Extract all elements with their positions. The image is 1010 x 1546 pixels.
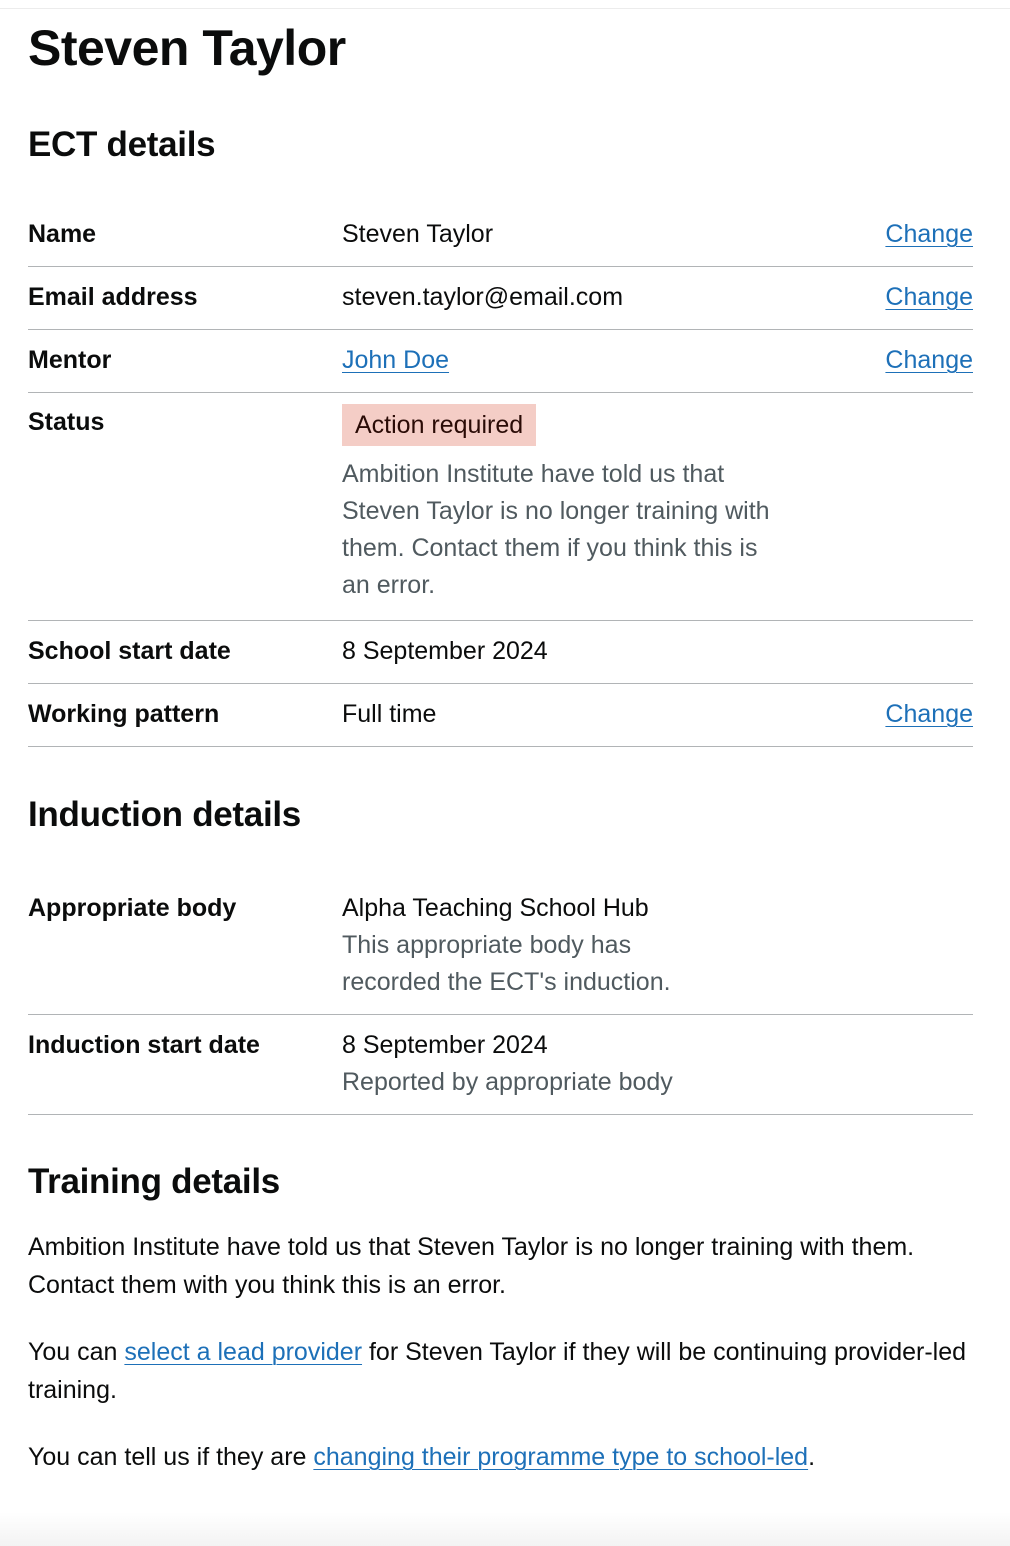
row-key: Email address xyxy=(28,283,198,311)
top-border xyxy=(0,0,1010,9)
change-email-link[interactable]: Change xyxy=(885,283,973,311)
text: . xyxy=(808,1443,816,1471)
row-school-start-date xyxy=(28,621,973,684)
induction-details-heading: Induction details xyxy=(28,795,301,834)
row-key: Mentor xyxy=(28,346,112,374)
row-email xyxy=(28,267,973,330)
row-value: 8 September 2024 xyxy=(342,637,548,665)
row-working-pattern xyxy=(28,684,973,747)
status-badge: Action required xyxy=(342,404,536,446)
induction-details-list xyxy=(28,882,973,1115)
training-paragraph-2 xyxy=(28,1333,973,1409)
row-appropriate-body xyxy=(28,882,973,1015)
row-value: Steven Taylor xyxy=(342,220,494,248)
row-status xyxy=(28,393,973,621)
ect-details-list xyxy=(28,208,973,747)
row-name xyxy=(28,208,973,267)
row-hint: Reported by appropriate body xyxy=(342,1068,673,1096)
change-working-pattern-link[interactable]: Change xyxy=(885,700,973,728)
row-value: steven.taylor@email.com xyxy=(342,283,624,311)
change-name-link[interactable]: Change xyxy=(885,220,973,248)
training-paragraph-3 xyxy=(28,1438,973,1476)
page-title: Steven Taylor xyxy=(28,20,346,76)
row-key: Induction start date xyxy=(28,1031,260,1059)
text: for Steven Taylor if they will be continuing provider-led training. xyxy=(28,1338,967,1404)
row-mentor xyxy=(28,330,973,393)
row-hint: This appropriate body has recorded the ECT's induction. xyxy=(342,931,671,996)
change-mentor-link[interactable]: Change xyxy=(885,346,973,374)
row-key: Appropriate body xyxy=(28,894,237,922)
training-details-heading: Training details xyxy=(28,1162,280,1201)
ect-details-heading: ECT details xyxy=(28,125,216,164)
text: You can xyxy=(28,1338,125,1366)
mentor-link[interactable]: John Doe xyxy=(342,346,450,374)
status-hint: Ambition Institute have told us that Steven Taylor is no longer training with them. Contact them if you think this is an error. xyxy=(342,460,770,599)
row-key: School start date xyxy=(28,637,231,665)
row-value: Alpha Teaching School Hub xyxy=(342,894,649,922)
row-value: Full time xyxy=(342,700,437,728)
row-key: Status xyxy=(28,408,105,436)
change-programme-type-link[interactable]: changing their programme type to school-led xyxy=(313,1443,809,1471)
row-key: Working pattern xyxy=(28,700,220,728)
row-key: Name xyxy=(28,220,97,248)
training-paragraph-1: Ambition Institute have told us that Steven Taylor is no longer training with them. Contact them with you think this is an error. xyxy=(28,1233,915,1299)
text: You can tell us if they are xyxy=(28,1443,314,1471)
main-content xyxy=(28,18,973,1476)
row-value: 8 September 2024 xyxy=(342,1031,548,1059)
bottom-fade xyxy=(0,1512,1010,1546)
row-induction-start-date xyxy=(28,1015,973,1115)
select-lead-provider-link[interactable]: select a lead provider xyxy=(124,1338,363,1366)
